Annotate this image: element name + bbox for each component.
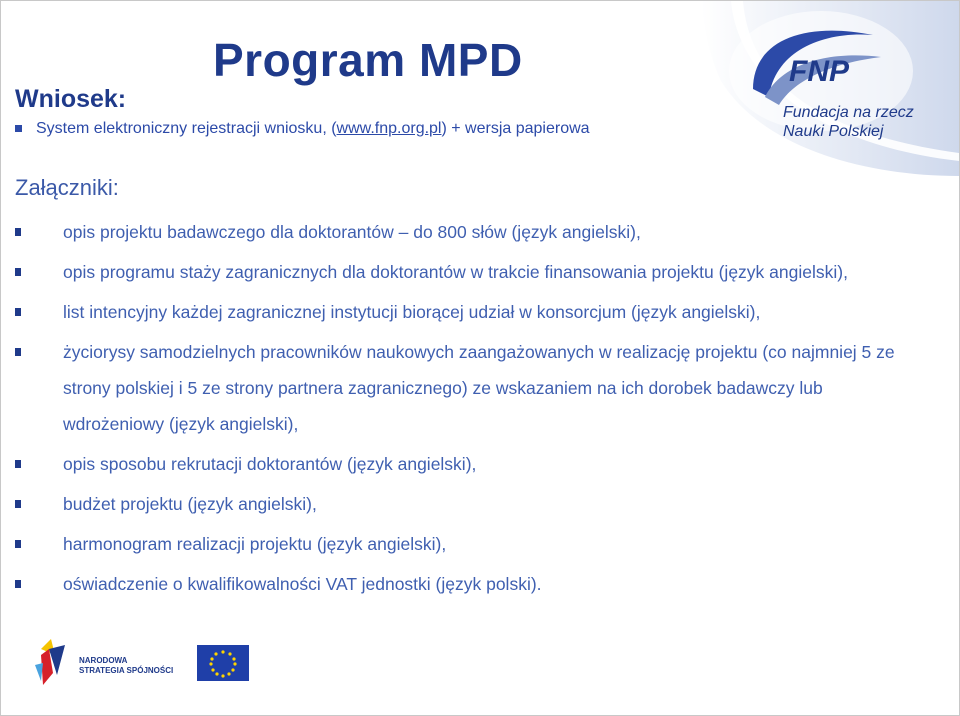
attachments-heading: Załączniki: xyxy=(15,175,119,200)
bottom-logos xyxy=(35,635,265,695)
nss-logo-line2: STRATEGIA SPÓJNOŚCI xyxy=(79,666,174,675)
list-item: budżet projektu (język angielski), xyxy=(15,486,915,522)
submission-text-pre: System elektroniczny rejestracji wniosku, ( xyxy=(36,120,337,137)
submission-note xyxy=(15,120,590,138)
list-item: opis sposobu rekrutacji doktorantów (język angielski), xyxy=(15,446,915,482)
list-item: oświadczenie o kwalifikowalności VAT jednostki (język polski). xyxy=(15,566,915,602)
nss-logo-line1: NARODOWA xyxy=(79,656,128,665)
list-item: list intencyjny każdej zagranicznej instytucji biorącej udział w konsorcjum (język angielski), xyxy=(15,294,915,330)
wniosek-heading: Wniosek: xyxy=(15,85,127,113)
bullet-square-icon xyxy=(15,348,21,356)
list-item: harmonogram realizacji projektu (język angielski), xyxy=(15,526,915,562)
bullet-square-icon xyxy=(15,540,21,548)
fnp-logo-abbr: FNP xyxy=(789,55,849,88)
fnp-website-link[interactable]: www.fnp.org.pl xyxy=(336,120,442,137)
eu-flag-icon xyxy=(197,645,249,681)
bullet-square-icon xyxy=(15,228,21,236)
bullet-square-icon xyxy=(15,580,21,588)
list-item: opis programu staży zagranicznych dla doktorantów w trakcie finansowania projektu (język angielski), xyxy=(15,254,915,290)
bullet-square-icon xyxy=(15,308,21,316)
attachments-list xyxy=(15,214,915,602)
fnp-logo xyxy=(713,1,953,161)
bullet-square-icon xyxy=(15,460,21,468)
bullet-square-icon xyxy=(15,268,21,276)
fnp-logo-line2: Nauki Polskiej xyxy=(783,123,884,140)
list-item: opis projektu badawczego dla doktorantów – do 800 słów (język angielski), xyxy=(15,214,915,250)
bullet-square-icon xyxy=(15,125,22,132)
page-title: Program MPD xyxy=(213,34,523,86)
narodowa-strategia-spojnosci-logo xyxy=(35,639,173,685)
list-item: życiorysy samodzielnych pracowników naukowych zaangażowanych w realizację projektu (co najmniej 5 ze strony polskiej i 5 ze strony partnera zagranicznego) ze wskazaniem na ich dorobek badawczy lub wdrożeniowy (język angielski), xyxy=(15,334,915,442)
bullet-square-icon xyxy=(15,500,21,508)
submission-text-post: ) + wersja papierowa xyxy=(441,120,590,137)
fnp-logo-line1: Fundacja na rzecz xyxy=(783,104,914,121)
